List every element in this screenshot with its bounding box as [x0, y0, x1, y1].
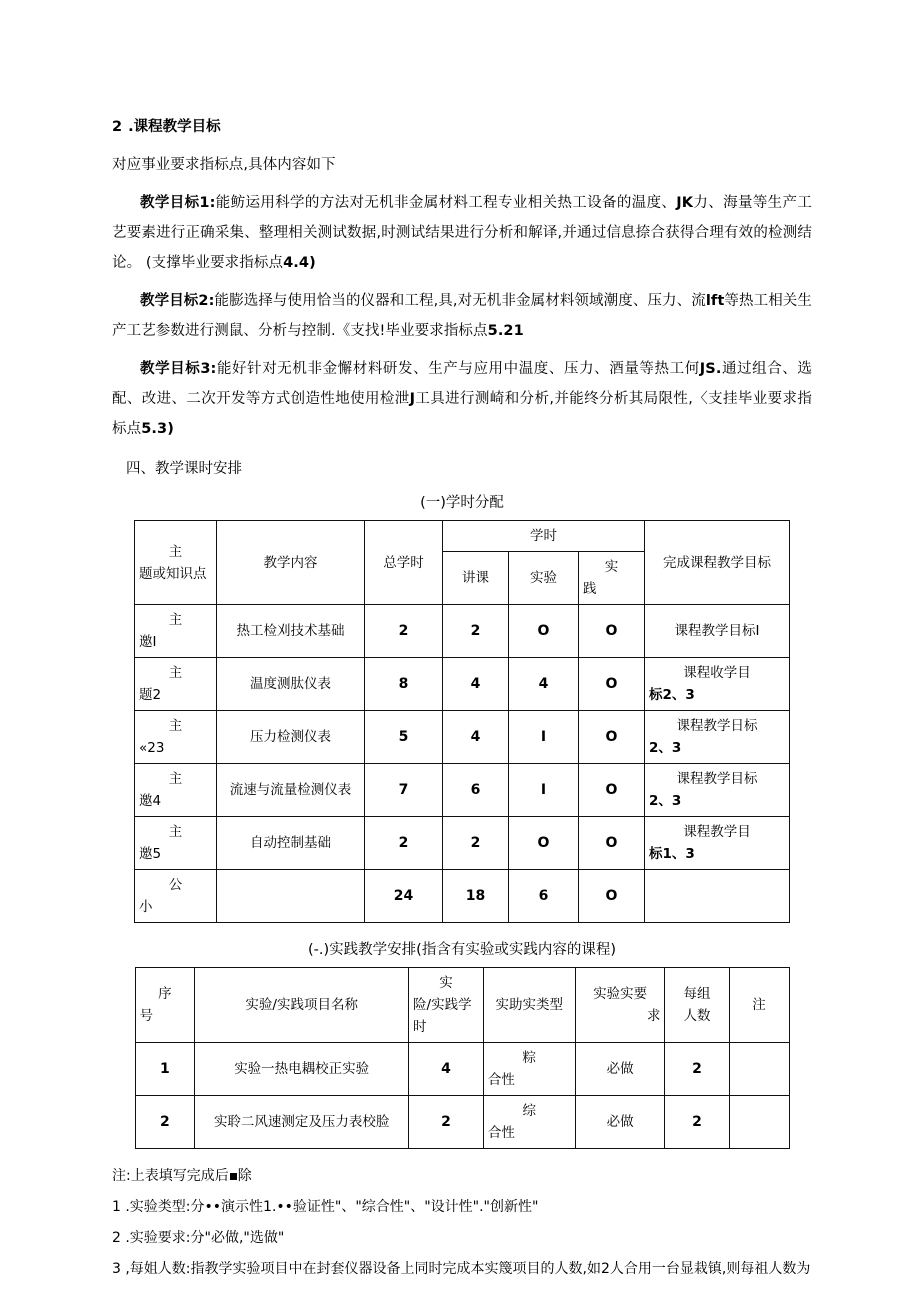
objective-2-tail: 5.21 — [487, 323, 524, 339]
cell-experiment: O — [509, 817, 579, 870]
cell-note — [729, 1043, 789, 1096]
th-group-size-line2: 人数 — [683, 1008, 711, 1024]
note-lead-a: 注:上表填写完成后 — [112, 1168, 229, 1184]
cell-note — [729, 1096, 789, 1149]
cell-experiment: I — [509, 711, 579, 764]
objective-1-label: 教学目标1: — [140, 195, 216, 211]
cell-lecture: 6 — [443, 764, 509, 817]
cell-experiment: I — [509, 764, 579, 817]
objective-1-tail: 4.4) — [283, 255, 316, 271]
cell-topic-line1: 公 — [168, 877, 183, 893]
note-item-3: 3 ,每姐人数:指教学实验项目中在封套仪器设备上同时完成本实篾项目的人数,如2人合用一台显栽镇,则每祖人数为 — [112, 1261, 811, 1277]
cell-goal-line2: 2、3 — [649, 740, 682, 756]
th-practice-hours — [409, 968, 484, 1043]
cell-project-name: 实验一热电耦校正实验 — [195, 1043, 409, 1096]
cell-practice: O — [579, 870, 645, 923]
cell-sequence: 2 — [135, 1096, 195, 1149]
cell-topic — [135, 711, 217, 764]
cell-practice-type-line1: 综 — [522, 1103, 537, 1119]
cell-experiment: O — [509, 605, 579, 658]
cell-content — [217, 870, 365, 923]
cell-goal — [645, 658, 790, 711]
cell-group-size: 2 — [665, 1096, 729, 1149]
cell-practice-type — [483, 1043, 575, 1096]
cell-lecture: 4 — [443, 658, 509, 711]
cell-topic-line1: 主 — [168, 771, 183, 787]
th-sequence — [135, 968, 195, 1043]
cell-content: 流速与流量检测仪表 — [217, 764, 365, 817]
cell-topic-line2: 邀5 — [139, 846, 162, 862]
cell-goal-line1: 课程收学目 — [683, 665, 751, 681]
cell-practice: O — [579, 711, 645, 764]
objective-3-label: 教学目标3: — [140, 361, 217, 377]
th-practice-hours-line2: 险/实践学 — [413, 997, 472, 1013]
th-practice-line2: 践 — [583, 581, 597, 597]
cell-lecture: 18 — [443, 870, 509, 923]
cell-topic-line2: 题2 — [139, 687, 162, 703]
cell-topic-line2: «23 — [139, 740, 165, 756]
th-practice-hours-line1: 实 — [439, 975, 453, 991]
th-topic — [135, 521, 217, 605]
th-experiment: 实验 — [509, 552, 579, 605]
table-row — [135, 605, 790, 658]
objective-3-bold-a: JS. — [699, 361, 722, 377]
objective-1-paragraph — [112, 188, 812, 278]
cell-topic-line1: 主 — [168, 665, 183, 681]
th-sequence-line1: 序 — [158, 986, 172, 1002]
cell-content: 温度测肽仪表 — [217, 658, 365, 711]
cell-practice-hours: 2 — [409, 1096, 484, 1149]
cell-total: 2 — [365, 817, 443, 870]
cell-goal-line2: 标1、3 — [649, 846, 695, 862]
cell-total: 2 — [365, 605, 443, 658]
cell-practice-requirement: 必做 — [575, 1096, 665, 1149]
objective-3-tail: 5.3) — [141, 421, 174, 437]
cell-total: 8 — [365, 658, 443, 711]
page-content — [112, 112, 812, 1285]
objective-2-label: 教学目标2: — [140, 293, 215, 309]
cell-practice: O — [579, 817, 645, 870]
cell-practice: O — [579, 764, 645, 817]
note-lead — [112, 1161, 812, 1192]
table1-header-row-1 — [135, 521, 790, 552]
th-group-size-line1: 每组 — [683, 986, 711, 1002]
table-row — [135, 764, 790, 817]
cell-goal — [645, 605, 790, 658]
cell-practice: O — [579, 605, 645, 658]
table-row — [135, 658, 790, 711]
cell-lecture: 2 — [443, 817, 509, 870]
cell-topic — [135, 658, 217, 711]
section-number: 2 — [112, 119, 123, 135]
cell-goal — [645, 817, 790, 870]
cell-goal — [645, 711, 790, 764]
cell-practice-type-line2: 合性 — [487, 1125, 515, 1141]
section-title: .课程教学目标 — [128, 119, 221, 135]
cell-experiment: 4 — [509, 658, 579, 711]
objective-3-text-b: 通过组合、选配、改进、二次开发等方式创造性地使用检泄 — [112, 361, 812, 407]
objective-2-text-b: 等热工相关生产工艺参数进行测鼠、分析与控制.《支找!毕业要求指标点 — [112, 293, 812, 339]
cell-topic-line2: 邀I — [139, 634, 157, 650]
table2-header-row — [135, 968, 789, 1043]
cell-group-size: 2 — [665, 1043, 729, 1096]
cell-topic — [135, 817, 217, 870]
th-total-hours: 总学时 — [365, 521, 443, 605]
cell-sequence: 1 — [135, 1043, 195, 1096]
cell-topic — [135, 764, 217, 817]
objective-3-bold-b: J — [409, 391, 416, 407]
cell-lecture: 4 — [443, 711, 509, 764]
section-heading-course-goals — [112, 112, 812, 142]
objective-3-text-a: 能好针对无机非金懈材料研发、生产与应用中温度、压力、酒量等热工何 — [216, 361, 700, 377]
cell-goal-line2: 2、3 — [649, 793, 682, 809]
cell-content: 热工检刈技术基础 — [217, 605, 365, 658]
th-content: 教学内容 — [217, 521, 365, 605]
th-lecture: 讲课 — [443, 552, 509, 605]
cell-total: 24 — [365, 870, 443, 923]
practice-arrangement-table — [135, 967, 790, 1149]
objective-3-text-c: 工具进行测崎和分析,并能终分析其局限性,〈支挂毕业要求指标点 — [112, 391, 813, 437]
th-sequence-line2: 号 — [139, 1008, 153, 1024]
table-row — [135, 1043, 789, 1096]
hours-allocation-table — [134, 520, 790, 923]
cell-topic-line2: 小 — [139, 899, 153, 915]
cell-practice-type — [483, 1096, 575, 1149]
table-row-total — [135, 870, 790, 923]
table-row — [135, 711, 790, 764]
th-project-name: 实验/实践项目名称 — [195, 968, 409, 1043]
cell-project-name: 实聆二风速测定及压力表校脸 — [195, 1096, 409, 1149]
cell-topic — [135, 870, 217, 923]
cell-topic-line2: 邀4 — [139, 793, 162, 809]
cell-total: 7 — [365, 764, 443, 817]
objective-3-paragraph — [112, 354, 812, 444]
cell-topic-line1: 主 — [168, 718, 183, 734]
cell-practice-hours: 4 — [409, 1043, 484, 1096]
notes-block — [112, 1161, 812, 1285]
cell-goal — [645, 764, 790, 817]
objective-2-paragraph — [112, 286, 812, 346]
th-practice-hours-line3: 时 — [413, 1019, 427, 1035]
th-practice-requirement — [575, 968, 665, 1043]
cell-goal-line2: 标2、3 — [649, 687, 695, 703]
cell-goal-line1: 课程教学目标 — [676, 771, 758, 787]
cell-topic-line1: 主 — [168, 612, 183, 628]
note-item-2: 2 .实验要求:分"必做,"选做" — [112, 1230, 285, 1246]
cell-content: 自动控制基础 — [217, 817, 365, 870]
th-hours-group: 学时 — [443, 521, 645, 552]
objective-1-text-b: 力、海量等生产工艺要素进行正确采集、整理相关测试数据,时测试结果进行分析和解译,并通过信息捺合获得合理有效的检测结论。 (支撑毕业要求指标点 — [112, 195, 812, 271]
objective-2-bold-a: lft — [705, 293, 725, 309]
cell-total: 5 — [365, 711, 443, 764]
cell-goal — [645, 870, 790, 923]
objective-1-text-a: 能鲂运用科学的方法对无机非金属材料工程专业相关热工设备的温度、 — [215, 195, 677, 211]
cell-goal-line1: 课程教学日标 — [676, 718, 758, 734]
cell-topic-line1: 主 — [168, 824, 183, 840]
table2-caption: (-.)实践教学安排(指含有实验或实践内容的课程) — [308, 942, 616, 958]
table1-caption: (一)学时分配 — [420, 495, 504, 511]
cell-topic — [135, 605, 217, 658]
goals-intro-paragraph: 对应事业要求指标点,具体内容如下 — [112, 157, 336, 173]
cell-goal-line1: 课程教学目标I — [674, 623, 760, 639]
cell-content: 压力检测仪表 — [217, 711, 365, 764]
objective-2-text-a: 能膨选择与使用恰当的仪器和工程,具,对无机非金属材料领域潮度、压力、流 — [214, 293, 706, 309]
th-goals: 完成课程教学目标 — [645, 521, 790, 605]
cell-practice-requirement: 必做 — [575, 1043, 665, 1096]
th-practice-line1: 实 — [604, 559, 619, 575]
cell-experiment: 6 — [509, 870, 579, 923]
table-row — [135, 817, 790, 870]
th-group-size — [665, 968, 729, 1043]
th-note: 注 — [729, 968, 789, 1043]
th-topic-line1: 主 — [168, 543, 183, 560]
th-requirement-line2: 求 — [646, 1008, 661, 1024]
cell-practice-type-line1: 粽 — [522, 1050, 537, 1066]
section-heading-teaching-schedule: 四、教学课时安排 — [126, 461, 242, 477]
note-item-1: 1 .实验类型:分••演示性1.••验证性"、"综合性"、"设计性"."创新性" — [112, 1199, 539, 1215]
filled-square-icon — [230, 1173, 237, 1180]
th-practice-type: 实助实类型 — [483, 968, 575, 1043]
cell-lecture: 2 — [443, 605, 509, 658]
cell-practice: O — [579, 658, 645, 711]
objective-1-bold-a: JK — [676, 195, 694, 211]
cell-goal-line1: 课程教学目 — [683, 824, 751, 840]
th-topic-line2: 题或知识点 — [139, 565, 207, 582]
th-practice — [579, 552, 645, 605]
th-requirement-line1: 实验实要 — [593, 986, 648, 1002]
cell-practice-type-line2: 合性 — [487, 1072, 515, 1088]
note-lead-b: 除 — [237, 1168, 252, 1184]
table-row — [135, 1096, 789, 1149]
